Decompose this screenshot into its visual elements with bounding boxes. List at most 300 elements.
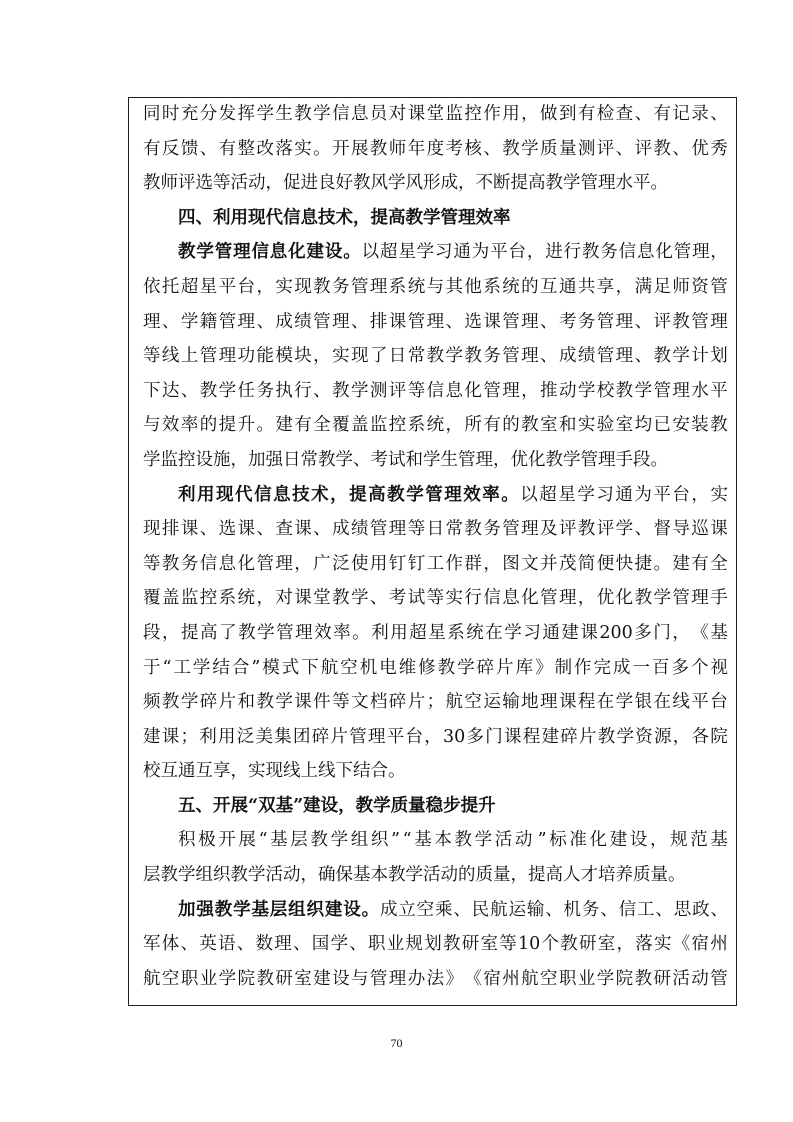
char: 档: [369, 692, 388, 713]
char: 息: [502, 588, 520, 609]
char: 务: [600, 242, 618, 263]
char: 覆: [143, 588, 161, 609]
char: 学: [653, 588, 671, 609]
bold-char: 组: [288, 899, 306, 920]
bold-char: 学: [196, 242, 214, 263]
char: 《: [464, 968, 482, 989]
char: 、: [634, 346, 653, 367]
char: 件: [313, 692, 331, 713]
bold-char: 强: [196, 899, 214, 920]
char: 考: [388, 588, 407, 609]
char: 学: [672, 346, 690, 367]
text-line: [143, 754, 728, 789]
char: 星: [558, 484, 576, 505]
bold-char: 高: [368, 484, 386, 505]
char: 教: [577, 519, 596, 540]
char: 范: [690, 830, 708, 851]
char: 并: [540, 553, 558, 574]
char: 学: [457, 657, 475, 678]
char: 系: [483, 276, 501, 297]
char: 巡: [691, 519, 709, 540]
char: 通: [615, 484, 633, 505]
char: 员: [369, 104, 388, 124]
char: 理: [332, 311, 350, 332]
char: 运: [483, 692, 501, 713]
page-number: 70: [390, 1036, 403, 1050]
char: 覆: [332, 415, 350, 436]
char: 块: [294, 346, 312, 367]
char: 实: [332, 346, 350, 367]
char: 学: [474, 830, 493, 851]
bold-heading: 四、利用现代信息技术，提高教学管理效率: [178, 207, 511, 228]
char: 教: [161, 553, 180, 574]
char: 、: [161, 311, 180, 332]
char: 控: [388, 415, 407, 436]
char: 泛: [332, 553, 350, 574]
char: 管: [502, 311, 520, 332]
char: 。: [256, 415, 274, 436]
char: 务: [483, 519, 501, 540]
char: ，: [616, 934, 635, 955]
char: 规: [670, 830, 688, 851]
char: 监: [445, 104, 463, 124]
char: 共: [577, 276, 596, 297]
char: 用: [218, 726, 236, 747]
char: 片: [496, 657, 514, 678]
text-line: [143, 685, 728, 720]
char: 管: [313, 311, 331, 332]
char: 院: [710, 726, 728, 747]
char: 全: [710, 553, 728, 574]
bold-char: 学: [233, 899, 251, 920]
char: 下: [301, 657, 319, 678]
char: 现: [294, 276, 312, 297]
char: 捷: [634, 553, 653, 574]
char: “: [162, 657, 172, 678]
char: 电: [379, 657, 397, 678]
char: 升: [237, 415, 256, 436]
document-body: [143, 97, 728, 996]
char: 通: [453, 242, 471, 263]
char: 工: [173, 657, 191, 678]
char: 行: [563, 242, 582, 263]
char: 能: [256, 346, 274, 367]
char: 改: [256, 138, 274, 159]
char: 建: [143, 726, 161, 747]
char: 织: [370, 830, 389, 851]
char: 星: [398, 242, 416, 263]
char: 管: [350, 276, 369, 297]
char: 通: [542, 622, 560, 643]
bold-char: 率: [482, 484, 500, 505]
char: 上: [180, 346, 199, 367]
char: 习: [596, 484, 614, 505]
char: 文: [350, 692, 369, 713]
char: 合: [231, 657, 250, 678]
char: 百: [651, 657, 670, 678]
char: 了: [369, 346, 388, 367]
char: 课: [161, 726, 180, 747]
char: 课: [710, 519, 728, 540]
char: 推: [540, 380, 558, 401]
char: 信: [332, 104, 350, 124]
char: 、: [634, 519, 653, 540]
char: 、: [236, 934, 255, 955]
bold-char: 建: [324, 899, 343, 920]
text-line: [143, 651, 728, 686]
char: 以: [520, 484, 538, 505]
char: 平: [653, 484, 671, 505]
char: 堂: [313, 588, 331, 609]
char: 用: [390, 622, 408, 643]
char: 台: [405, 726, 423, 747]
char: 碎: [388, 692, 407, 713]
char: 乘: [435, 899, 453, 920]
char: 的: [502, 415, 520, 436]
char: 验: [596, 415, 615, 436]
text-line: [143, 374, 728, 409]
text-line: [143, 97, 728, 132]
bold-char: 息: [269, 242, 288, 263]
char: 等: [499, 934, 517, 955]
char: 学: [350, 380, 369, 401]
char: 常: [445, 519, 463, 540]
char: 落: [635, 934, 653, 955]
char: 规: [405, 934, 423, 955]
char: 院: [615, 968, 634, 989]
char: 足: [653, 276, 671, 297]
char: 文: [521, 553, 539, 574]
char: 便: [596, 553, 615, 574]
char: 、: [634, 104, 653, 124]
char: 片: [579, 726, 597, 747]
text-line: [143, 789, 728, 824]
char: 研: [653, 968, 671, 989]
char: 实: [275, 276, 293, 297]
char: 和: [237, 692, 256, 713]
char: 、: [199, 138, 218, 159]
bold-char: 教: [387, 484, 405, 505]
char: 师: [388, 138, 407, 159]
text-line: [143, 478, 728, 513]
char: 设: [332, 968, 350, 989]
char: 质: [540, 138, 558, 159]
char: 管: [276, 622, 294, 643]
char: 团: [293, 726, 311, 747]
char: 理: [540, 692, 558, 713]
char: 学: [350, 588, 369, 609]
char: 、: [540, 311, 558, 332]
char: 学: [330, 934, 348, 955]
char: 进: [545, 242, 563, 263]
char: 同: [143, 104, 161, 124]
char: 教: [426, 346, 445, 367]
char: 学: [192, 657, 211, 678]
char: ，: [577, 588, 596, 609]
char: 全: [313, 415, 331, 436]
char: 用: [502, 104, 520, 124]
char: ，: [710, 242, 728, 263]
char: 以: [361, 242, 380, 263]
char: 研: [275, 968, 293, 989]
char: 手: [710, 588, 728, 609]
char: 教: [581, 242, 600, 263]
char: 库: [515, 657, 534, 678]
char: 学: [577, 484, 595, 505]
char: 管: [369, 968, 388, 989]
char: 学: [330, 830, 349, 851]
char: 、: [453, 899, 471, 920]
char: 挥: [237, 104, 256, 124]
char: 个: [541, 934, 560, 955]
char: 星: [199, 276, 218, 297]
char: 源: [654, 726, 672, 747]
char: 活: [672, 968, 690, 989]
char: 录: [691, 104, 709, 124]
char: 排: [369, 311, 388, 332]
char: 台: [237, 276, 256, 297]
char: 习: [523, 622, 541, 643]
text-line: [143, 443, 728, 478]
char: 平: [710, 380, 728, 401]
char: 多: [671, 657, 689, 678]
char: 层: [290, 830, 308, 851]
char: 评: [596, 519, 615, 540]
text-line: [143, 893, 728, 928]
char: 对: [275, 588, 293, 609]
char: 片: [330, 726, 348, 747]
char: 有: [143, 138, 161, 159]
char: 理: [558, 588, 577, 609]
char: 输: [526, 899, 545, 920]
char: 教: [560, 934, 578, 955]
char: 成: [332, 519, 350, 540]
char: 管: [502, 346, 520, 367]
char: 秀: [710, 138, 728, 159]
char: 资: [691, 276, 709, 297]
line-text: 教师评选等活动，促进良好教风学风形成，不断提高教学管理水平。: [143, 173, 668, 194]
char: 学: [634, 380, 653, 401]
char: 教: [256, 692, 274, 713]
char: 教: [653, 138, 671, 159]
char: 设: [629, 830, 648, 851]
char: 空: [540, 968, 558, 989]
char: 校: [596, 380, 615, 401]
char: 学: [596, 968, 615, 989]
char: 与: [350, 968, 369, 989]
char: 国: [311, 934, 330, 955]
char: 管: [596, 311, 615, 332]
char: 用: [369, 553, 388, 574]
char: 统: [466, 622, 484, 643]
char: 教: [634, 588, 653, 609]
char: 信: [618, 242, 637, 263]
char: 水: [691, 380, 709, 401]
char: 钉: [388, 553, 407, 574]
char: ，: [483, 553, 501, 574]
char: 选: [464, 311, 482, 332]
bold-char: 理: [444, 484, 462, 505]
char: 航: [143, 968, 161, 989]
char: 研: [579, 934, 597, 955]
char: 集: [274, 726, 292, 747]
char: 信: [426, 380, 445, 401]
char: 管: [218, 311, 237, 332]
char: 活: [494, 830, 513, 851]
char: 统: [407, 276, 426, 297]
char: 安: [672, 415, 690, 436]
char: 航: [490, 899, 508, 920]
char: 室: [615, 415, 634, 436]
char: 超: [180, 276, 199, 297]
bold-char: 教: [178, 242, 196, 263]
bold-char: 信: [251, 242, 269, 263]
char: 划: [710, 346, 728, 367]
char: 理: [274, 934, 292, 955]
char: 籍: [199, 311, 218, 332]
char: 划: [424, 934, 442, 955]
char: 考: [445, 138, 463, 159]
char: 充: [180, 104, 199, 124]
text-line: [143, 512, 728, 547]
char: 管: [199, 346, 218, 367]
char: 理: [388, 519, 407, 540]
char: ，: [256, 588, 274, 609]
char: 修: [418, 657, 436, 678]
char: 《: [691, 622, 709, 643]
char: 管: [710, 968, 728, 989]
char: 、: [710, 899, 728, 920]
char: 航: [320, 657, 339, 678]
char: 平: [490, 242, 508, 263]
char: 台: [508, 242, 526, 263]
char: 装: [691, 415, 709, 436]
char: 理: [615, 346, 634, 367]
text-line: [143, 166, 728, 201]
char: 教: [310, 830, 328, 851]
char: 、: [545, 899, 563, 920]
char: 展: [350, 138, 369, 159]
bold-char: 化: [288, 242, 306, 263]
char: 地: [521, 692, 539, 713]
char: 理: [615, 311, 634, 332]
char: 学: [577, 380, 596, 401]
text-line: [143, 132, 728, 167]
char: 成: [613, 657, 631, 678]
char: 考: [558, 311, 577, 332]
char: ”: [537, 830, 547, 851]
char: 理: [218, 346, 237, 367]
char: 高: [200, 622, 218, 643]
char: 机: [359, 657, 378, 678]
char: 开: [332, 138, 350, 159]
char: 依: [143, 276, 161, 297]
char: 化: [655, 242, 673, 263]
char: 门: [653, 622, 671, 643]
char: 理: [237, 311, 256, 332]
char: 茂: [558, 553, 577, 574]
bold-char: ，: [330, 484, 348, 505]
char: 职: [368, 934, 386, 955]
char: 理: [426, 311, 445, 332]
char: ，: [649, 830, 668, 851]
char: 系: [407, 415, 426, 436]
char: 线: [672, 692, 690, 713]
char: 效: [314, 622, 332, 643]
char: 空: [464, 692, 482, 713]
text-line: [143, 305, 728, 340]
char: 已: [653, 415, 671, 436]
char: 碎: [311, 726, 330, 747]
char: 教: [672, 311, 690, 332]
char: 、: [293, 934, 311, 955]
char: 信: [199, 553, 218, 574]
char: 监: [369, 415, 388, 436]
char: 在: [596, 692, 615, 713]
char: 基: [710, 622, 728, 643]
char: 室: [294, 968, 312, 989]
char: 统: [502, 276, 520, 297]
char: 教: [238, 622, 256, 643]
char: 提: [181, 622, 199, 643]
char: 优: [596, 588, 615, 609]
char: 有: [218, 138, 237, 159]
char: 信: [618, 899, 637, 920]
char: 评: [596, 138, 615, 159]
char: 学: [180, 692, 199, 713]
char: 等: [143, 346, 161, 367]
bold-char: 用: [197, 484, 215, 505]
char: 碎: [476, 657, 495, 678]
char: 标: [549, 830, 567, 851]
char: 室: [597, 934, 616, 955]
char: 、: [313, 380, 331, 401]
char: 简: [577, 553, 596, 574]
char: 极: [198, 830, 216, 851]
char: 管: [672, 588, 690, 609]
char: 超: [539, 484, 557, 505]
char: ；: [426, 692, 445, 713]
char: 化: [589, 830, 608, 851]
char: 课: [294, 519, 312, 540]
char: 学: [615, 692, 634, 713]
char: 完: [593, 657, 612, 678]
char: 务: [577, 311, 596, 332]
char: 统: [237, 588, 256, 609]
char: 教: [161, 692, 180, 713]
char: 享: [596, 276, 615, 297]
char: 作: [574, 657, 592, 678]
char: 使: [350, 553, 369, 574]
char: 、: [180, 380, 199, 401]
char: 基: [710, 830, 728, 851]
char: 课: [558, 692, 577, 713]
char: 院: [237, 968, 256, 989]
bold-char: 现: [216, 484, 234, 505]
char: 各: [691, 726, 710, 747]
char: 互: [540, 276, 558, 297]
char: ，: [256, 276, 274, 297]
char: 宿: [483, 968, 501, 989]
char: ，: [294, 553, 312, 574]
char: 其: [445, 276, 463, 297]
char: 政: [692, 899, 710, 920]
char: ，: [445, 415, 463, 436]
bold-char: 利: [178, 484, 196, 505]
char: 教: [653, 346, 671, 367]
char: ，: [424, 726, 442, 747]
char: 办: [407, 968, 426, 989]
